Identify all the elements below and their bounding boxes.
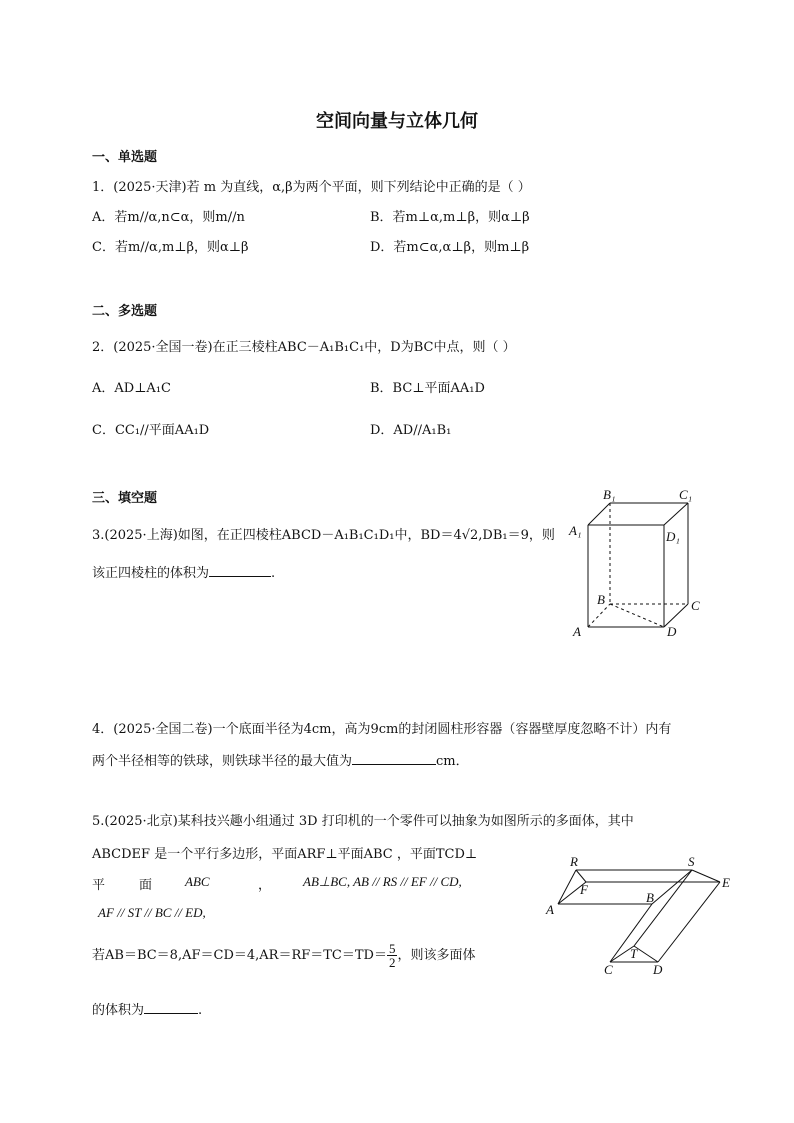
label-s: S (688, 854, 695, 869)
question-1-option-b: B．若m⊥α,m⊥β，则α⊥β (370, 210, 530, 225)
section-heading-multiple-choice: 二、多选题 (92, 304, 158, 319)
question-2-stem: 2．(2025·全国一卷)在正三棱柱ABC－A₁B₁C₁中，D为BC中点，则（ ） (92, 340, 516, 355)
label-a: A (546, 902, 554, 917)
question-3-line-1: 3.(2025·上海)如图，在正四棱柱ABCD－A₁B₁C₁D₁中，BD＝4√2,DB₁＝9，则 (92, 528, 555, 543)
label-c1: C₁ (679, 487, 693, 502)
question-2-option-c: C．CC₁//平面AA₁D (92, 423, 210, 438)
question-4-line-2 (92, 750, 469, 769)
label-d: D (653, 962, 663, 977)
question-3-prefix: 该正四棱柱的体积为 (92, 566, 210, 581)
edge-r-f (576, 870, 586, 882)
question-5-line-3a: 平 (92, 878, 106, 893)
polyhedron-figure (540, 852, 740, 980)
label-t: T (630, 946, 638, 961)
question-5-line-5 (92, 942, 475, 969)
fraction-denominator: 2 (388, 955, 396, 970)
question-5-line-1: 5.(2025·北京)某科技兴趣小组通过 3D 打印机的一个零件可以抽象为如图所示的多面体，其中 (92, 814, 634, 829)
question-5-suffix: ，则该多面体 (397, 948, 476, 963)
answer-blank[interactable] (352, 751, 436, 765)
question-5-line-3d: ， (258, 878, 272, 893)
answer-blank[interactable] (209, 563, 271, 577)
label-b: B (646, 890, 654, 905)
label-d1: D₁ (666, 529, 680, 544)
question-1-option-c: C．若m//α,m⊥β，则α⊥β (92, 240, 249, 255)
question-1-stem: 1．(2025·天津)若 m 为直线，α,β为两个平面，则下列结论中正确的是（ ） (92, 180, 531, 195)
question-5-line-2: ABCDEF 是一个平行多边形，平面ARF⊥平面ABC ，平面TCD⊥ (92, 847, 478, 862)
question-2-option-a: A．AD⊥A₁C (92, 381, 171, 396)
question-4-suffix: cm． (436, 754, 469, 769)
question-5-line-3e: AB⊥BC, AB // RS // EF // CD, (303, 874, 462, 889)
question-5-line-6 (92, 999, 202, 1018)
edge-e-d (658, 882, 720, 962)
label-a: A (573, 624, 581, 639)
question-1-option-a: A．若m//α,n⊂α，则m//n (92, 210, 245, 225)
label-b1: B₁ (603, 487, 616, 502)
diagonal-b-d-hidden (610, 604, 664, 627)
section-heading-fill-blank: 三、填空题 (92, 491, 158, 506)
edge-a-b-hidden (588, 604, 610, 627)
question-5-line-4: AF // ST // BC // ED, (98, 905, 206, 920)
question-1-option-d: D．若m⊂α,α⊥β，则m⊥β (370, 240, 530, 255)
edge-s-e (692, 870, 720, 882)
fraction-numerator: 5 (388, 941, 396, 956)
edge-a1-b1 (588, 503, 610, 525)
question-5-prefix: 的体积为 (92, 1003, 145, 1018)
prism-figure (565, 485, 715, 645)
label-c: C (691, 598, 700, 613)
label-c: C (604, 962, 613, 977)
question-5-line-3b: 面 (139, 878, 153, 893)
label-e: E (722, 875, 730, 890)
question-5-line-3c: ABC (185, 874, 210, 889)
question-4-line-1: 4．(2025·全国二卷)一个底面半径为4cm，高为9cm的封闭圆柱形容器（容器壁厚度忽略不计）内有 (92, 722, 672, 737)
answer-blank[interactable] (144, 1000, 198, 1014)
question-3-suffix: . (271, 566, 276, 581)
edge-s-t (634, 870, 692, 946)
edge-c1-d1 (664, 503, 688, 525)
edge-b-s (652, 870, 692, 904)
question-2-option-b: B．BC⊥平面AA₁D (370, 381, 485, 396)
question-5-condition: 若AB＝BC＝8,AF＝CD＝4,AR＝RF＝TC＝TD＝ (92, 948, 387, 963)
fraction-five-halves (387, 942, 398, 969)
edge-r-a (558, 870, 576, 904)
label-b: B (597, 592, 605, 607)
label-a1: A₁ (569, 523, 582, 538)
label-d: D (667, 624, 677, 639)
page-title: 空间向量与立体几何 (316, 111, 478, 132)
label-r: R (570, 854, 578, 869)
question-2-option-d: D．AD//A₁B₁ (370, 423, 452, 438)
question-3-line-2 (92, 562, 275, 581)
section-heading-single-choice: 一、单选题 (92, 150, 158, 165)
edge-t-d (634, 946, 658, 962)
label-f: F (580, 882, 588, 897)
question-5-end: . (198, 1003, 203, 1018)
question-4-prefix: 两个半径相等的铁球，则铁球半径的最大值为 (92, 754, 353, 769)
